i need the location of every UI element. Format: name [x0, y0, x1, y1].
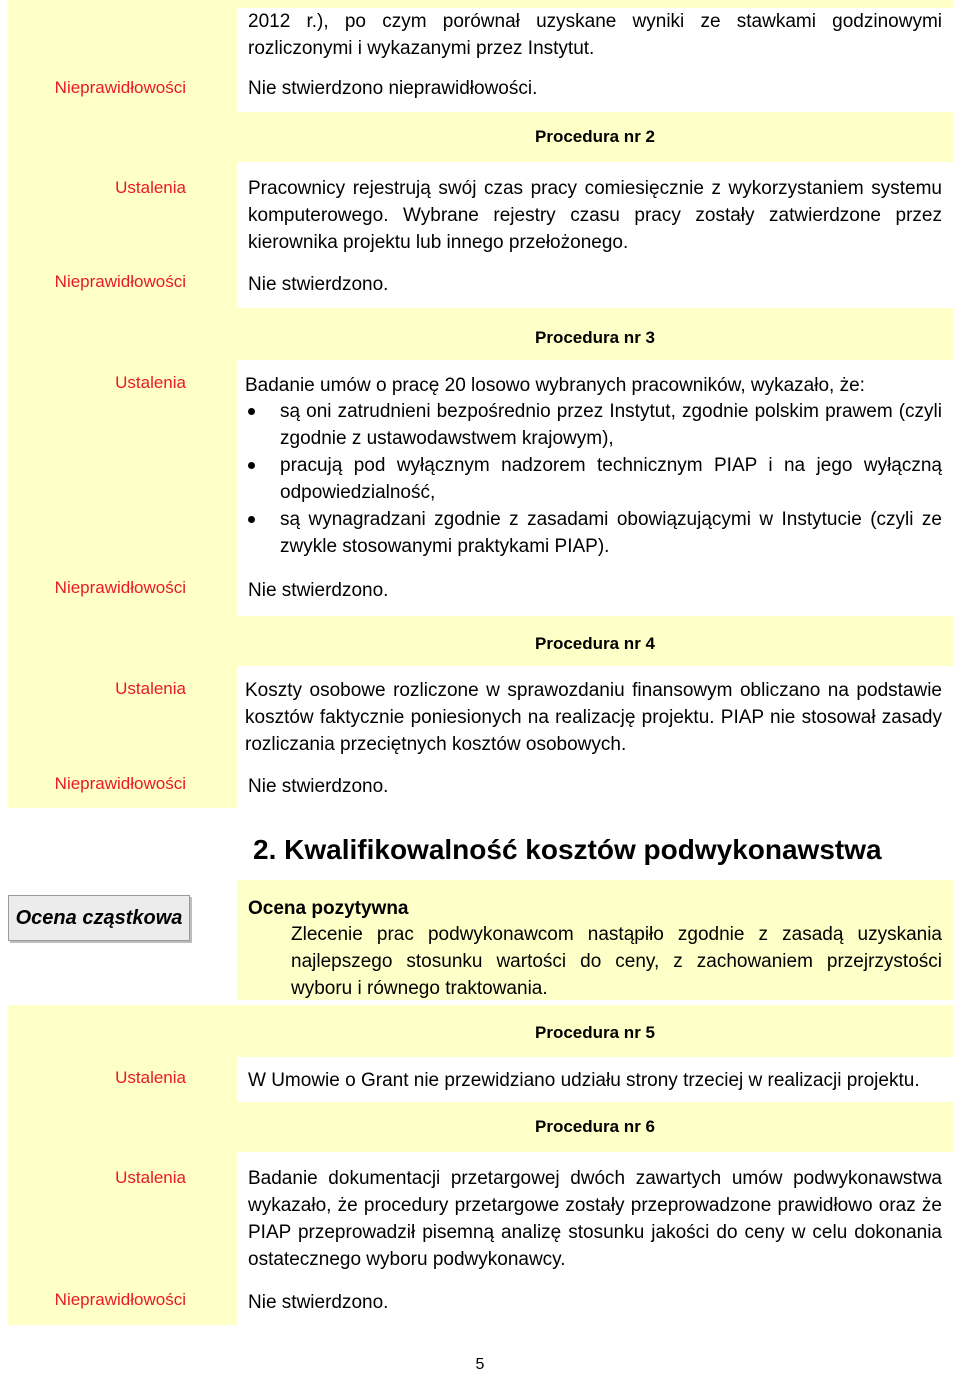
findings-text-proc6: Badanie dokumentacji przetargowej dwóch zawartych umów podwykonawstwa wykazało, że procedury przetargowe zostały przeprowadzone prawidłowo oraz że PIAP przeprowadził pisemną analizę stosunku jakości do ceny w celu dokonania ostatecznego wyboru podwykonawcy. [248, 1168, 942, 1270]
findings-label-proc2: Ustalenia [115, 178, 186, 197]
irregularities-label-proc3: Nieprawidłowości [54, 578, 186, 597]
irregularities-label-proc2: Nieprawidłowości [54, 272, 186, 291]
findings-label-proc6: Ustalenia [115, 1168, 186, 1187]
irregularities-text-proc3: Nie stwierdzono. [248, 580, 389, 601]
left-label-column-bottom [8, 1005, 237, 1325]
findings-text-proc5: W Umowie o Grant nie przewidziano udziału strony trzeciej w realizacji projektu. [248, 1070, 920, 1091]
list-item: są oni zatrudnieni bezpośrednio przez Instytut, zgodnie polskim prawem (czyli zgodnie z ustawodawstwem krajowym), [244, 398, 942, 452]
section-2-heading: 2. Kwalifikowalność kosztów podwykonawstwa [253, 834, 882, 865]
assessment-title: Ocena pozytywna [248, 898, 409, 919]
intro-line-2: rozliczonymi i wykazanymi przez Instytut. [248, 38, 595, 59]
irregularities-text-proc6: Nie stwierdzono. [248, 1292, 389, 1313]
intro-line-1: 2012 r.), po czym porównał uzyskane wyniki ze stawkami godzinowymi [248, 11, 942, 32]
procedure-5-title: Procedura nr 5 [535, 1023, 655, 1042]
procedure-4-title: Procedura nr 4 [535, 634, 655, 653]
procedure-3-title: Procedura nr 3 [535, 328, 655, 347]
irregularities-label-intro: Nieprawidłowości [54, 78, 186, 97]
partial-assessment-box: Ocena cząstkowa [8, 895, 190, 941]
procedure-6-title: Procedura nr 6 [535, 1117, 655, 1136]
procedure-2-title: Procedura nr 2 [535, 127, 655, 146]
findings-text-proc2: Pracownicy rejestrują swój czas pracy comiesięcznie z wykorzystaniem systemu komputerowego. Wybrane rejestry czasu pracy zostały zatwierdzone przez kierownika projektu lub innego przełożonego. [248, 178, 942, 253]
assessment-text: Zlecenie prac podwykonawcom nastąpiło zgodnie z zasadą uzyskania najlepszego stosunku wartości do ceny, z zachowaniem przejrzystości wyboru i równego traktowania. [291, 924, 942, 999]
list-item: pracują pod wyłącznym nadzorem technicznym PIAP i na jego wyłączną odpowiedzialność, [244, 452, 942, 506]
list-item: są wynagradzani zgodnie z zasadami obowiązującymi w Instytucie (czyli ze zwykle stosowanymi praktykami PIAP). [244, 506, 942, 560]
findings-text-proc4: Koszty osobowe rozliczone w sprawozdaniu finansowym obliczano na podstawie kosztów faktycznie poniesionych na realizację projektu. PIAP nie stosował zasady rozliczania przeciętnych kosztów osobowych. [245, 680, 942, 755]
findings-intro-proc3: Badanie umów o pracę 20 losowo wybranych pracowników, wykazało, że: [245, 375, 865, 396]
irregularities-text-proc4: Nie stwierdzono. [248, 776, 389, 797]
findings-label-proc3: Ustalenia [115, 373, 186, 392]
irregularities-label-proc6: Nieprawidłowości [54, 1290, 186, 1309]
findings-bullet-list-proc3 [244, 398, 942, 560]
irregularities-text-proc2: Nie stwierdzono. [248, 274, 389, 295]
irregularities-label-proc4: Nieprawidłowości [54, 774, 186, 793]
top-intro-band [237, 0, 953, 8]
findings-label-proc4: Ustalenia [115, 679, 186, 698]
page-number: 5 [475, 1356, 485, 1373]
findings-label-proc5: Ustalenia [115, 1068, 186, 1087]
irregularities-text-intro: Nie stwierdzono nieprawidłowości. [248, 78, 538, 99]
